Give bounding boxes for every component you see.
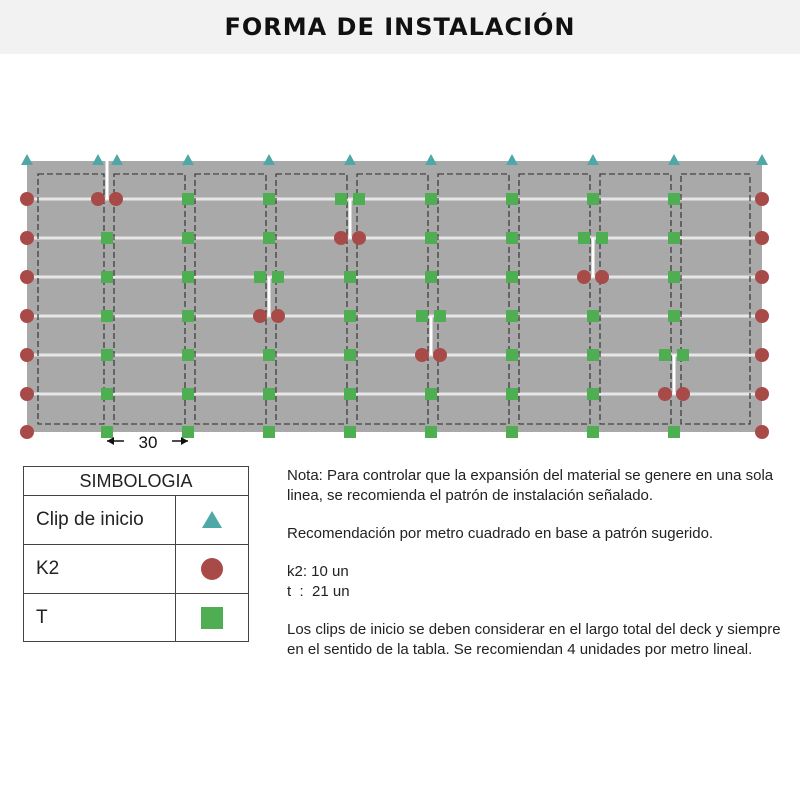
- legend-table: [23, 466, 249, 642]
- k2-circle: [755, 309, 769, 323]
- start-clip-triangle: [668, 154, 680, 165]
- legend-label-t: T: [24, 594, 176, 642]
- t-square: [101, 310, 113, 322]
- start-clip-triangle: [756, 154, 768, 165]
- t-square: [344, 426, 356, 438]
- square-icon: [199, 605, 225, 631]
- start-clip-triangle: [506, 154, 518, 165]
- t-square: [353, 193, 365, 205]
- start-clip-triangle: [587, 154, 599, 165]
- t-square: [335, 193, 347, 205]
- t-square: [425, 271, 437, 283]
- note-k2-count: k2: 10 un: [287, 563, 349, 580]
- start-clip-triangle: [344, 154, 356, 165]
- k2-circle: [755, 231, 769, 245]
- start-clip-triangle: [425, 154, 437, 165]
- k2-circle: [20, 231, 34, 245]
- k2-circle: [755, 425, 769, 439]
- k2-circle: [577, 270, 591, 284]
- t-square: [587, 426, 599, 438]
- start-clip-triangle: [263, 154, 275, 165]
- t-square: [182, 271, 194, 283]
- t-square: [434, 310, 446, 322]
- t-square: [182, 193, 194, 205]
- t-square: [344, 388, 356, 400]
- t-square: [182, 349, 194, 361]
- k2-circle: [676, 387, 690, 401]
- k2-circle: [91, 192, 105, 206]
- t-square: [272, 271, 284, 283]
- t-square: [344, 271, 356, 283]
- notes: [287, 466, 787, 660]
- start-clip-triangle: [182, 154, 194, 165]
- t-square: [425, 232, 437, 244]
- dimension-arrow-left: [107, 437, 114, 445]
- k2-circle: [352, 231, 366, 245]
- k2-circle: [271, 309, 285, 323]
- note-recommendation: Recomendación por metro cuadrado en base a patrón sugerido.: [287, 525, 714, 542]
- k2-circle: [20, 387, 34, 401]
- t-square: [263, 232, 275, 244]
- k2-circle: [20, 270, 34, 284]
- t-square: [668, 232, 680, 244]
- dimension-arrow-right: [181, 437, 188, 445]
- t-square: [416, 310, 428, 322]
- t-square: [263, 388, 275, 400]
- t-square: [659, 349, 671, 361]
- t-square: [506, 310, 518, 322]
- legend-row-k2: [24, 545, 248, 594]
- t-square: [101, 426, 113, 438]
- circle-icon: [199, 556, 225, 582]
- t-square: [596, 232, 608, 244]
- t-square: [101, 271, 113, 283]
- t-square: [587, 349, 599, 361]
- k2-circle: [755, 270, 769, 284]
- k2-circle: [755, 348, 769, 362]
- k2-circle: [755, 387, 769, 401]
- k2-circle: [253, 309, 267, 323]
- legend-label-clip: Clip de inicio: [24, 496, 176, 544]
- start-clip-triangle: [92, 154, 104, 165]
- t-square: [587, 193, 599, 205]
- t-square: [263, 193, 275, 205]
- k2-circle: [20, 309, 34, 323]
- triangle-icon: [200, 509, 224, 531]
- legend-row-clip: [24, 496, 248, 545]
- deck-surface: [27, 161, 762, 432]
- t-square: [182, 310, 194, 322]
- k2-circle: [20, 192, 34, 206]
- t-square: [677, 349, 689, 361]
- legend-label-k2: K2: [24, 545, 176, 593]
- t-square: [587, 388, 599, 400]
- t-square: [506, 232, 518, 244]
- header: [0, 0, 800, 54]
- t-square: [182, 232, 194, 244]
- t-square: [668, 193, 680, 205]
- t-square: [425, 193, 437, 205]
- k2-circle: [109, 192, 123, 206]
- t-square: [263, 426, 275, 438]
- note-t-count: t : 21 un: [287, 583, 350, 600]
- start-clip-triangle: [21, 154, 33, 165]
- k2-circle: [20, 348, 34, 362]
- t-square: [668, 426, 680, 438]
- t-square: [668, 310, 680, 322]
- k2-circle: [658, 387, 672, 401]
- t-square: [182, 426, 194, 438]
- t-square: [506, 426, 518, 438]
- k2-circle: [433, 348, 447, 362]
- k2-circle: [755, 192, 769, 206]
- k2-circle: [415, 348, 429, 362]
- k2-circle: [334, 231, 348, 245]
- t-square: [254, 271, 266, 283]
- t-square: [506, 193, 518, 205]
- t-square: [506, 388, 518, 400]
- legend-row-t: [24, 594, 248, 642]
- dimension-label: 30: [138, 433, 158, 450]
- t-square: [425, 426, 437, 438]
- k2-circle: [20, 425, 34, 439]
- t-square: [344, 349, 356, 361]
- t-square: [506, 271, 518, 283]
- t-square: [182, 388, 194, 400]
- t-square: [101, 388, 113, 400]
- k2-circle: [595, 270, 609, 284]
- start-clip-triangle: [111, 154, 123, 165]
- t-square: [344, 310, 356, 322]
- legend-title: SIMBOLOGIA: [24, 467, 248, 496]
- t-square: [101, 232, 113, 244]
- t-square: [425, 388, 437, 400]
- t-square: [587, 310, 599, 322]
- note-expansion: Nota: Para controlar que la expansión del material se genere en una sola linea, se recomienda el patrón de instalación señalado.: [287, 467, 774, 504]
- installation-diagram: [0, 140, 800, 450]
- t-square: [101, 349, 113, 361]
- note-start-clips: Los clips de inicio se deben considerar en el largo total del deck y siempre en el sentido de la tabla. Se recomiendan 4 unidades por metro lineal.: [287, 621, 781, 658]
- t-square: [668, 271, 680, 283]
- t-square: [578, 232, 590, 244]
- t-square: [506, 349, 518, 361]
- t-square: [263, 349, 275, 361]
- page-title: FORMA DE INSTALACIÓN: [224, 13, 576, 41]
